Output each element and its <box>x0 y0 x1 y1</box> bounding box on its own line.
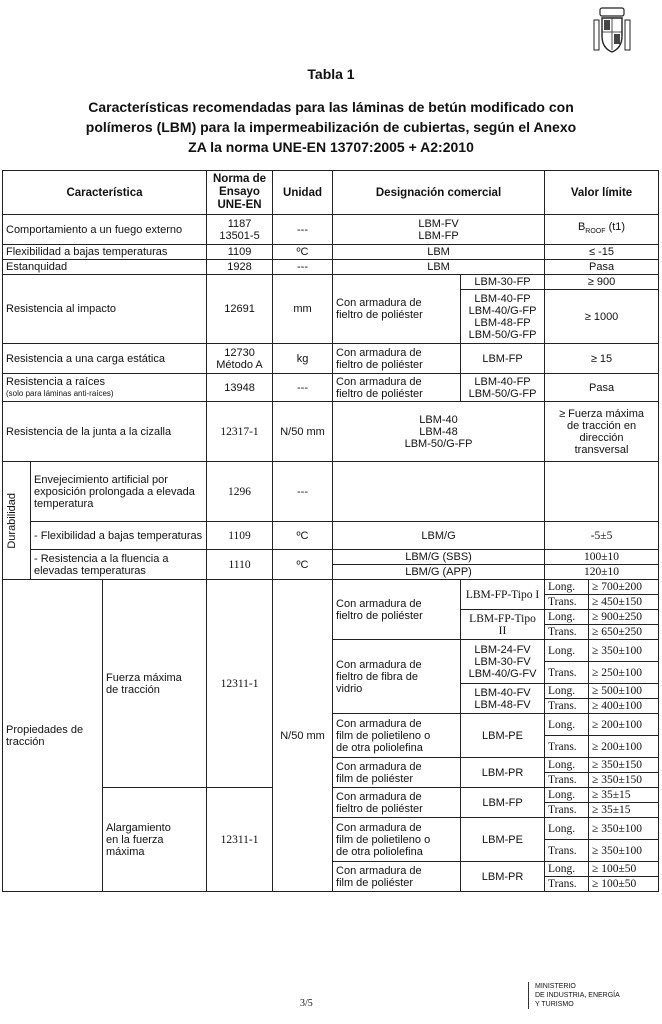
row-label: Comportamiento a un fuego externo <box>3 215 207 245</box>
col-designacion: Designación comercial <box>333 171 545 215</box>
col-caracteristica: Característica <box>3 171 207 215</box>
table-row: LBM-40-FP LBM-40/G-FP LBM-48-FP LBM-50/G-FP ≥ 1000 <box>3 290 659 344</box>
page-number: 3/5 <box>300 998 313 1009</box>
table-row: Estanquidad 1928 --- LBM Pasa <box>3 260 659 275</box>
table-row: - Resistencia a la fluencia a elevadas temperaturas 1110 ºC LBM/G (SBS) 100±10 <box>3 550 659 565</box>
characteristics-table: Característica Norma de Ensayo UNE-EN Unidad Designación comercial Valor límite Comportamiento a un fuego externo 1187 13501-5 --- LBM-FV LBM-FP $B_{ROOF}$ (t1) Flexibilidad a bajas temperaturas 1109 ºC LBM ≤ -15 Estanquidad 1928 --- LBM Pasa Resistencia al impacto 12691 mm Con armadura de fieltro de poliéster LBM-30-FP ≥ 900 LBM-40-FP LBM-40/G-FP LBM-48-FP LBM-50/G-FP ≥ 1000 Resistencia a una carga estática 12730 Método A kg Con armadura de fieltro de poliéster LBM-FP ≥ 15 Resistencia a raíces (solo para láminas anti-raíces) 13948 --- Con armadura de fieltro de poliéster LBM-40-FP LBM-50/G-FP Pasa Resistencia de la junta a la cizalla 12317-1 N/50 mm LBM-40 LBM-48 LBM-50/G-FP ≥ Fuerza máxima de tracción en dirección transversal Durabilidad Envejecimiento artificial por exposición prolongada a elevada temperatura 1296 --- - Flexibilidad a bajas temperaturas 1109 ºC LBM/G -5±5 - Resistencia a la fluencia a elevadas temperaturas 1110 ºC LBM/G (SBS) 100±10 LBM/G (APP) 120±10 Propiedades de tracción Fuerza máxima de tracción 12311-1 N/50 mm Con armadura de fieltro de poliéster LBM-FP-Tipo I Long. ≥ 700±200 Trans. ≥ 450±150 LBM-FP-Tipo II Long. ≥ 900±250 Trans. ≥ 650±250 Con armadura de fieltro de fibra de vidrio LBM-24-FV LBM-30-FV LBM-40/G-FV Long. ≥ 350±100 Trans. ≥ 250±100 LBM-40-FV LBM-48-FV Long. ≥ 500±100 Trans. ≥ 400±100 Con armadura de film de polietileno o de otra poliolefina LBM-PE Long. ≥ 200±100 Trans. ≥ 200±100 Con armadura de film de poliéster LBM-PR Long. ≥ 350±150 Trans. ≥ 350±150 Alargamiento en la fuerza máxima 12311-1 Con armadura de fieltro de poliéster LBM-FP Long. ≥ 35±15 Trans. ≥ 35±15 Con armadura de film de polietileno o de otra poliolefina LBM-PE Long. ≥ 350±100 Trans. ≥ 350±100 Con armadura de film de poliéster LBM-PR Long. ≥ 100±50 Trans. ≥ 100±50 <box>2 170 659 892</box>
table-row: LBM/G (APP) 120±10 <box>3 565 659 580</box>
value-cell: $B_{ROOF}$ (t1) <box>545 215 659 245</box>
table-row: - Flexibilidad a bajas temperaturas 1109 ºC LBM/G -5±5 <box>3 522 659 550</box>
table-header-row <box>3 171 659 215</box>
col-norma: Norma de Ensayo UNE-EN <box>207 171 273 215</box>
ministry-logo: MINISTERIO DE INDUSTRIA, ENERGÍA Y TURISMO <box>528 982 662 1009</box>
table-row: Comportamiento a un fuego externo 1187 13501-5 --- LBM-FV LBM-FP $B_{ROOF}$ (t1) <box>3 215 659 245</box>
table-label: Tabla 1 <box>307 66 355 82</box>
coat-of-arms-icon <box>592 6 632 56</box>
durabilidad-group: Durabilidad <box>3 462 31 580</box>
table-row: Resistencia a una carga estática 12730 Método A kg Con armadura de fieltro de poliéster LBM-FP ≥ 15 <box>3 344 659 374</box>
traccion-group: Propiedades de tracción <box>3 580 103 892</box>
col-valor: Valor límite <box>545 171 659 215</box>
table-row: Resistencia al impacto 12691 mm Con armadura de fieltro de poliéster LBM-30-FP ≥ 900 <box>3 275 659 290</box>
table-row: Flexibilidad a bajas temperaturas 1109 ºC LBM ≤ -15 <box>3 245 659 260</box>
table-row: Durabilidad Envejecimiento artificial por exposición prolongada a elevada temperatura 1296 --- <box>3 462 659 522</box>
table-row: Resistencia a raíces (solo para láminas anti-raíces) 13948 --- Con armadura de fieltro de poliéster LBM-40-FP LBM-50/G-FP Pasa <box>3 374 659 402</box>
table-row: Propiedades de tracción Fuerza máxima de tracción 12311-1 N/50 mm Con armadura de fieltro de poliéster LBM-FP-Tipo I Long. ≥ 700±200 <box>3 580 659 595</box>
table-row: Resistencia de la junta a la cizalla 12317-1 N/50 mm LBM-40 LBM-48 LBM-50/G-FP ≥ Fuerza máxima de tracción en dirección transversal <box>3 402 659 462</box>
table-title: Características recomendadas para las láminas de betún modificado con polímeros (LBM) para la impermeabilización de cubiertas, según el Anexo ZA la norma UNE-EN 13707:2005 + A2:2010 <box>85 99 577 155</box>
col-unidad: Unidad <box>273 171 333 215</box>
